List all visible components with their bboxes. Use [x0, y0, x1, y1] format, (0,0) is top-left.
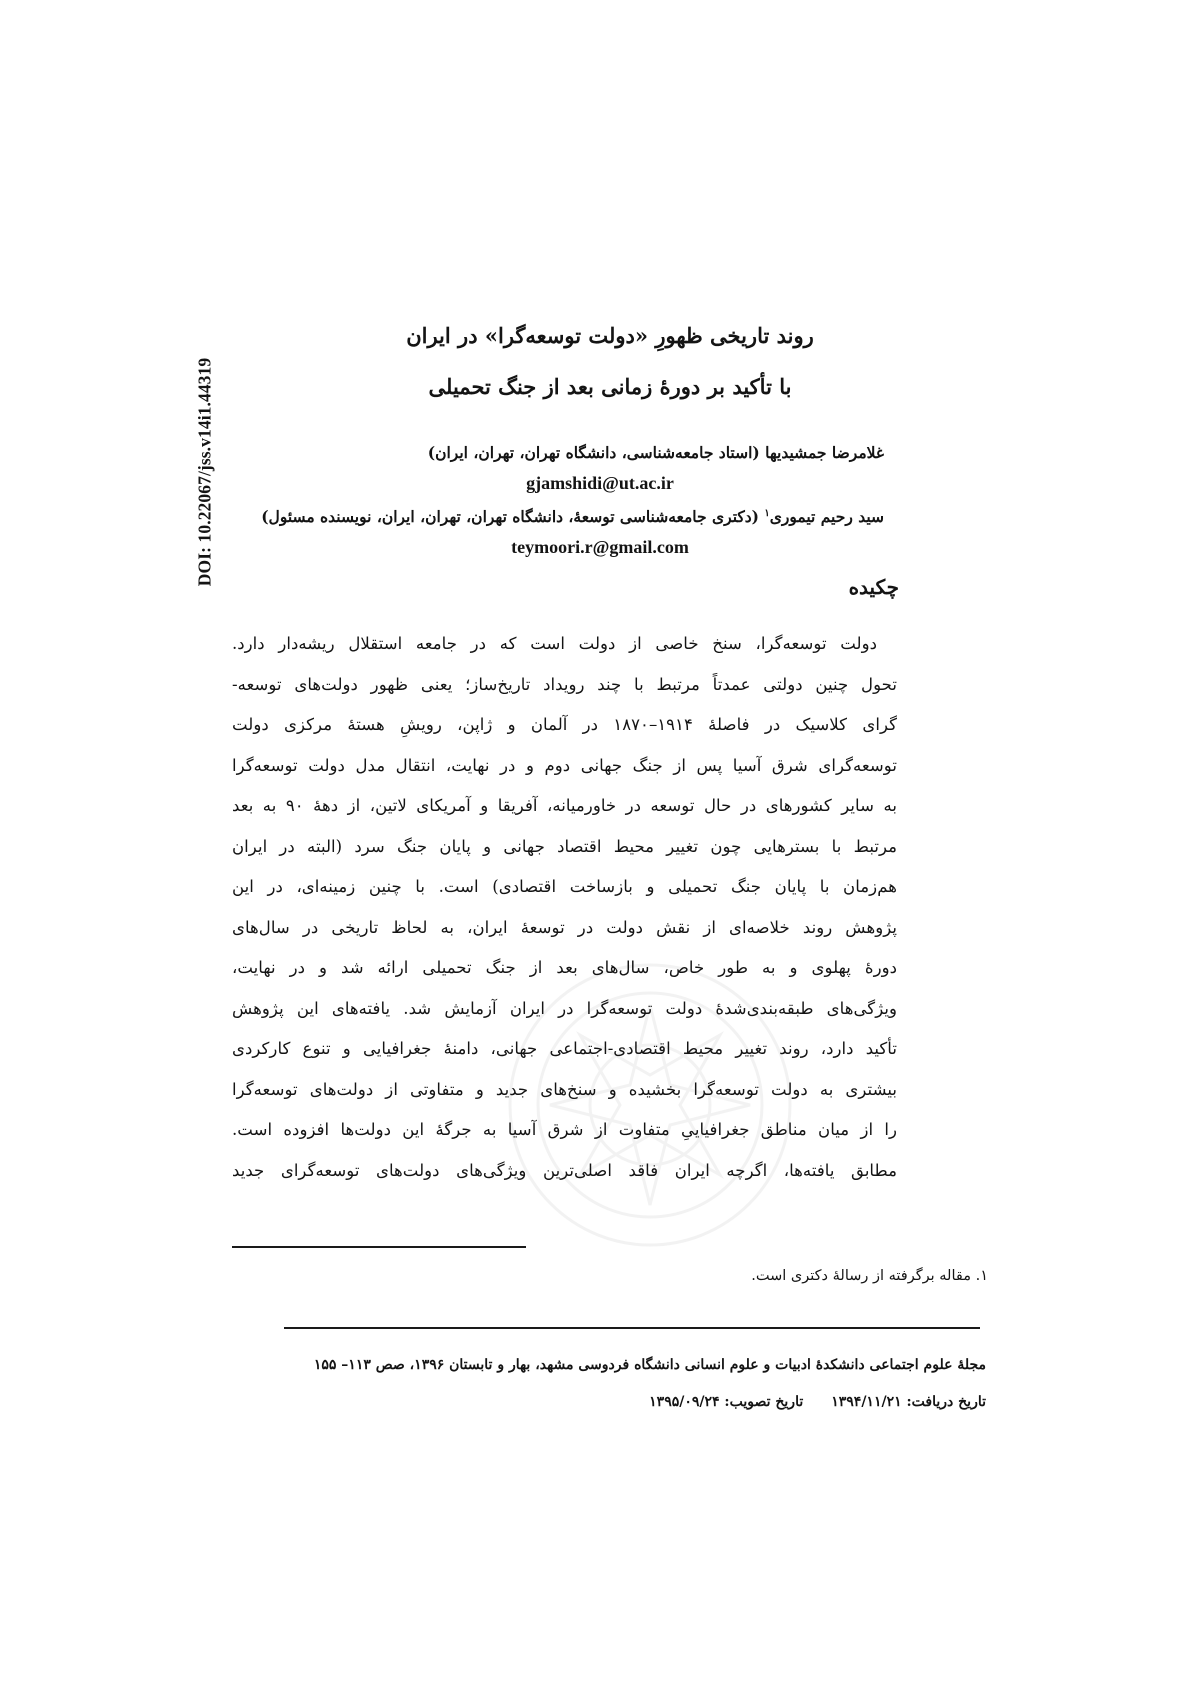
- author-1: غلامرضا جمشیدیها (استاد جامعه‌شناسی، دانشگاه تهران، تهران، ایران): [427, 443, 884, 462]
- author-2-affiliation: (دکتری جامعه‌شناسی توسعهٔ، دانشگاه تهران، تهران، ایران، نویسنده مسئول): [261, 507, 765, 526]
- author-2-email[interactable]: teymoori.r@gmail.com: [511, 537, 689, 557]
- abstract-line: به سایر کشورهای در حال توسعه در خاورمیانه، آفریقا و آمریکای لاتین، از دههٔ ۹۰ به بعد: [232, 796, 897, 815]
- abstract-line: هم‌زمان با پایان جنگ تحمیلی و بازساخت اقتصادی) است. با چنین زمینه‌ای، در این: [232, 877, 897, 896]
- footnote-divider: [232, 1246, 526, 1248]
- author-2-name: سید رحیم تیموری: [769, 507, 884, 526]
- article-title-line-1: روند تاریخی ظهورِ «دولت توسعه‌گرا» در ایران: [406, 323, 814, 348]
- received-date: تاریخ دریافت: ۱۳۹۴/۱۱/۲۱: [831, 1394, 986, 1410]
- abstract-line: تحول چنین دولتی عمدتاً مرتبط با چند رویداد تاریخ‌ساز؛ یعنی ظهور دولت‌های توسعه-: [232, 674, 897, 694]
- abstract-line: را از میان مناطق جغرافیاییِ متفاوت از شرق آسیا به جرگهٔ این دولت‌ها افزوده است.: [232, 1120, 897, 1139]
- abstract-body: [232, 624, 897, 1191]
- accepted-date: تاریخ تصویب: ۱۳۹۵/۰۹/۲۴: [649, 1394, 804, 1410]
- abstract-line: توسعه‌گرای شرق آسیا پس از جنگ جهانی دوم و در نهایت، انتقال مدل دولت توسعه‌گرا: [232, 755, 897, 775]
- abstract-line: دورهٔ پهلوی و به طور خاص، سال‌های بعد از جنگ تحمیلی ارائه شد و در نهایت،: [232, 958, 897, 977]
- journal-divider: [284, 1327, 980, 1329]
- submission-dates: [649, 1394, 986, 1410]
- abstract-line: پژوهش روند خلاصه‌ای از نقش دولت در توسعهٔ ایران، به لحاظ تاریخی در سال‌های: [232, 917, 897, 937]
- author-2: [261, 507, 884, 526]
- author-1-email[interactable]: gjamshidi@ut.ac.ir: [526, 473, 674, 493]
- abstract-heading: چکیده: [848, 575, 899, 599]
- footnote: ۱. مقاله برگرفته از رسالهٔ دکتری است.: [751, 1268, 988, 1284]
- abstract-line: دولت توسعه‌گرا، سنخ خاصی از دولت است که در جامعه استقلال ریشه‌دار دارد.: [232, 634, 877, 653]
- abstract-line: مطابق یافته‌ها، اگرچه ایران فاقد اصلی‌ترین ویژگی‌های دولت‌های توسعه‌گرای جدید: [232, 1160, 897, 1180]
- abstract-line: تأکید دارد، روند تغییر محیط اقتصادی-اجتماعی جهانی، دامنهٔ جغرافیایی و تنوع کارکردی: [232, 1039, 897, 1058]
- abstract-line: مرتبط با بسترهایی چون تغییر محیط اقتصاد جهانی و پایان جنگ سرد (البته در ایران: [232, 836, 897, 856]
- doi-label: DOI: 10.22067/jss.v14i1.44319: [194, 357, 215, 587]
- article-title-line-2: با تأکید بر دورهٔ زمانی بعد از جنگ تحمیلی: [428, 374, 792, 399]
- journal-citation: مجلهٔ علوم اجتماعی دانشکدهٔ ادبیات و علوم انسانی دانشگاه فردوسی مشهد، بهار و تابستان ۱۳۹۶، صص ۱۱۳– ۱۵۵: [313, 1357, 986, 1373]
- abstract-line: گرای کلاسیک در فاصلهٔ ۱۹۱۴–۱۸۷۰ در آلمان و ژاپن، رویشِ هستهٔ مرکزی دولت: [232, 715, 897, 734]
- author-2-footnote-marker[interactable]: ۱: [764, 507, 770, 519]
- abstract-line: بیشتری به دولت توسعه‌گرا بخشیده و سنخ‌های جدید و متفاوتی از دولت‌های توسعه‌گرا: [232, 1079, 897, 1099]
- abstract-line: ویژگی‌های طبقه‌بندی‌شدهٔ دولت توسعه‌گرا در ایران آزمایش شد. یافته‌های این پژوهش: [232, 998, 897, 1018]
